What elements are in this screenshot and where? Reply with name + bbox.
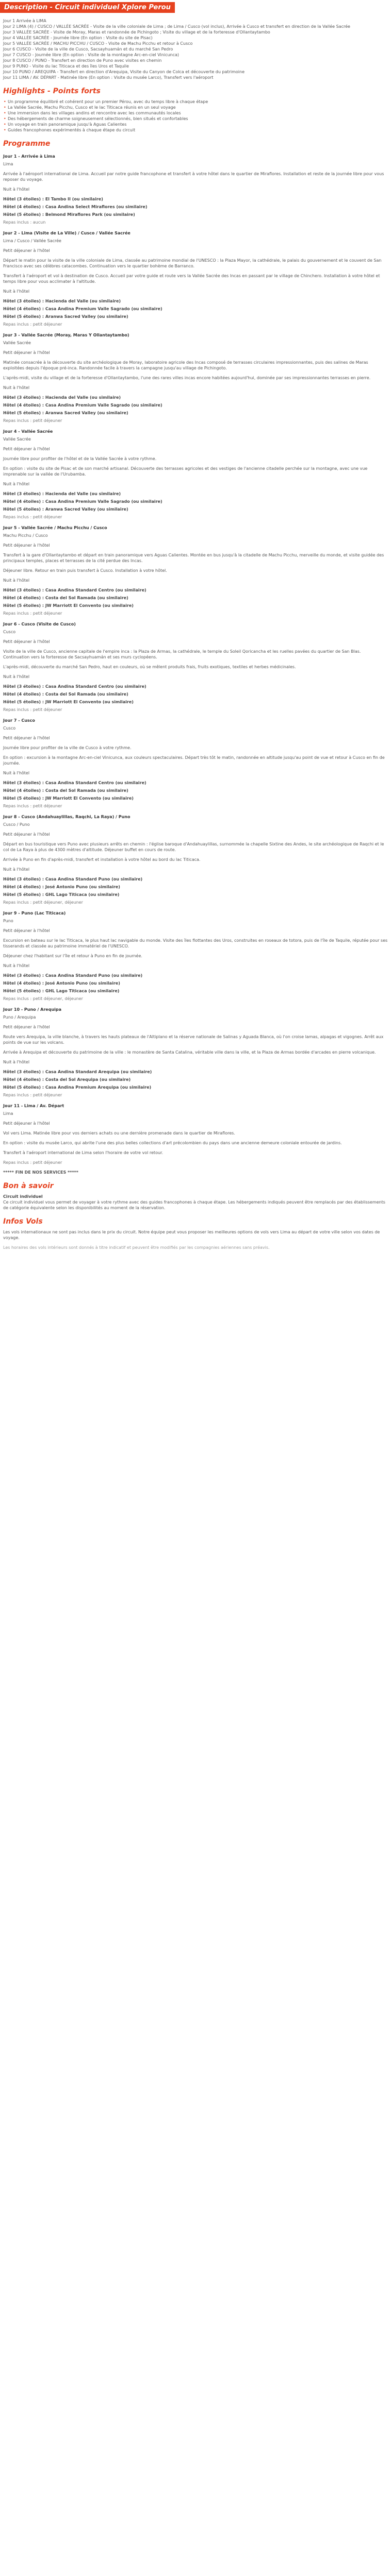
info-vols-text-2: Les horaires des vols intérieurs sont donnés à titre indicatif et peuvent être modifiés par les compagnies aériennes sans préavis. <box>3 1245 270 1250</box>
lodging-line: Hôtel (3 étoiles) : Casa Andina Standard Arequipa (ou similaire) <box>3 1070 152 1074</box>
day-paragraph: Lima <box>3 162 13 166</box>
lodging-line: Hôtel (5 étoiles) : Casa Andina Premium Arequipa (ou similaire) <box>3 1085 152 1090</box>
day-block <box>3 154 388 225</box>
summary-line: Jour 3 VALLÉE SACRÉE - Visite de Moray, Maras et randonnée de Pichingoto ; Visite du village et de la forteresse d'Ollantaytambo <box>3 30 270 35</box>
highlight-item: • Un voyage en train panoramique jusqu'à Aguas Calientes <box>3 122 388 127</box>
lodging-line: Hôtel (5 étoiles) : GHL Lago Titicaca (ou similaire) <box>3 892 120 897</box>
highlights-title: Highlights - Points forts <box>3 87 101 95</box>
content <box>0 18 391 1250</box>
day-title: Jour 3 - Vallée Sacrée (Moray, Maras Y Ollantaytambo) <box>3 333 129 337</box>
day-block <box>3 621 388 713</box>
day-paragraph: Départ le matin pour la visite de la ville coloniale de Lima, classée au patrimoine mondial de l'UNESCO : la Plaza Mayor, la cathédrale, le palais du gouvernement et le couvent de San Francisco avec ses célèbres catacombes. Continuation vers le quartier bohème de Barranco. <box>3 258 382 268</box>
highlight-item: • Des hébergements de charme soigneusement sélectionnés, bien situés et confortables <box>3 116 388 122</box>
day-title: Jour 5 - Vallée Sacrée / Machu Picchu / Cusco <box>3 526 107 530</box>
day-paragraph: Petit déjeuner à l'hôtel <box>3 447 50 451</box>
day-paragraph: L'après-midi, découverte du marché San Pedro, haut en couleurs, où se mêlent produits frais, fruits exotiques, textiles et herbes médicinales. <box>3 665 296 669</box>
day-paragraph: Nuit à l'hôtel <box>3 963 30 968</box>
meals-included: Repas inclus : petit déjeuner <box>3 322 62 327</box>
day-paragraph: Vallée Sacrée <box>3 437 31 442</box>
day-title: Jour 7 - Cusco <box>3 718 35 723</box>
lodging-line: Hôtel (3 étoiles) : Hacienda del Valle (ou similaire) <box>3 492 121 496</box>
lodging-line: Hôtel (4 étoiles) : Costa del Sol Ramada (ou similaire) <box>3 692 128 697</box>
info-vols-text-1: Les vols internationaux ne sont pas inclus dans le prix du circuit. Notre équipe peut vous proposer les meilleures options de vols vers Lima au départ de votre ville selon vos dates de voyage. <box>3 1230 380 1240</box>
lodging-line: Hôtel (5 étoiles) : GHL Lago Titicaca (ou similaire) <box>3 989 120 993</box>
banner: Description - Circuit individuel Xplore Perou <box>0 2 175 13</box>
day-title: Jour 6 - Cusco (Visite de Cusco) <box>3 622 76 626</box>
day-paragraph: Nuit à l'hôtel <box>3 187 30 192</box>
programme-title: Programme <box>3 140 51 148</box>
day-title: Jour 4 - Vallée Sacrée <box>3 429 53 434</box>
day-paragraph: Arrivée à Arequipa et découverte du patrimoine de la ville : le monastère de Santa Catalina, véritable ville dans la ville, et la Plaza de Armas bordée d'arcades en pierre volcanique. <box>3 1050 376 1055</box>
day-paragraph: Arrivée à Puno en fin d'après-midi, transfert et installation à votre hôtel au bord du lac Titicaca. <box>3 857 201 862</box>
day-paragraph: Nuit à l'hôtel <box>3 482 30 486</box>
day-paragraph: Petit déjeuner à l'hôtel <box>3 248 50 253</box>
lodging-line: Hôtel (5 étoiles) : JW Marriott El Convento (ou similaire) <box>3 700 134 704</box>
day-paragraph: Nuit à l'hôtel <box>3 867 30 872</box>
meals-included: Repas inclus : petit déjeuner, déjeuner <box>3 900 83 905</box>
day-paragraph: Cusco <box>3 630 16 634</box>
day-paragraph: Petit déjeuner à l'hôtel <box>3 832 50 837</box>
meals-included: Repas inclus : petit déjeuner, déjeuner <box>3 996 83 1001</box>
bon-a-savoir-label: Circuit individuel <box>3 1194 43 1199</box>
lodging-line: Hôtel (4 étoiles) : Costa del Sol Arequipa (ou similaire) <box>3 1077 131 1082</box>
day-paragraph: Petit déjeuner à l'hôtel <box>3 350 50 355</box>
day-paragraph: Journée libre pour profiter de la ville de Cusco à votre rythme. <box>3 745 132 750</box>
meals-included: Repas inclus : petit déjeuner <box>3 1160 62 1165</box>
day-paragraph: Vallée Sacrée <box>3 341 31 345</box>
lodging-line: Hôtel (5 étoiles) : JW Marriott El Convento (ou similaire) <box>3 796 134 801</box>
day-paragraph: Nuit à l'hôtel <box>3 1060 30 1064</box>
day-paragraph: Déjeuner chez l'habitant sur l'île et retour à Puno en fin de journée. <box>3 954 142 958</box>
day-paragraph: Excursion en bateau sur le lac Titicaca, le plus haut lac navigable du monde. Visite des îles flottantes des Uros, construites en roseaux de totora, puis de l'île de Taquile, réputée pour ses tisserands et classée au patrimoine immatériel de l'UNESCO. <box>3 938 388 948</box>
lodging-line: Hôtel (5 étoiles) : JW Marriott El Convento (ou similaire) <box>3 603 134 608</box>
day-paragraph: Départ en bus touristique vers Puno avec plusieurs arrêts en chemin : l'église baroque d'Andahuaylillas, surnommée la chapelle Sixtine des Andes, le site archéologique de Raqchi et le col de La Raya à plus de 4300 mètres d'altitude. Déjeuner buffet en cours de route. <box>3 842 384 852</box>
lodging-line: Hôtel (5 étoiles) : Aranwa Sacred Valley (ou similaire) <box>3 314 128 319</box>
day-paragraph: Vol vers Lima. Matinée libre pour vos derniers achats ou une dernière promenade dans le quartier de Miraflores. <box>3 1131 235 1136</box>
day-paragraph: Visite de la ville de Cusco, ancienne capitale de l'empire inca : la Plaza de Armas, la cathédrale, le temple du Soleil Qoricancha et les ruelles pavées du quartier de San Blas. Continuation vers la forteresse de Sacsayhuamán et ses murs cyclopéens. <box>3 649 361 659</box>
lodging-line: Hôtel (3 étoiles) : Casa Andina Standard Centro (ou similaire) <box>3 781 146 785</box>
day-paragraph: Cusco <box>3 726 16 731</box>
day-paragraph: En option : visite du musée Larco, qui abrite l'une des plus belles collections d'art précolombien du pays dans une ancienne demeure coloniale entourée de jardins. <box>3 1141 342 1145</box>
summary-line: Jour 10 PUNO / AREQUIPA - Transfert en direction d'Arequipa, Visite du Canyon de Colca et découverte du patrimoine <box>3 70 245 74</box>
lodging-line: Hôtel (3 étoiles) : El Tambo II (ou similaire) <box>3 197 103 201</box>
programme-days <box>3 154 388 1165</box>
day-block <box>3 910 388 1002</box>
day-paragraph: En option : visite du site de Pisac et de son marché artisanal. Découverte des terrasses agricoles et des vestiges de l'ancienne citadelle perchée sur la montagne, avec une vue imprenable sur la vallée de l'Urubamba. <box>3 466 368 477</box>
day-paragraph: Petit déjeuner à l'hôtel <box>3 1025 50 1029</box>
meals-included: Repas inclus : petit déjeuner <box>3 804 62 808</box>
day-paragraph: Lima / Cusco / Vallée Sacrée <box>3 239 61 243</box>
day-paragraph: Machu Picchu / Cusco <box>3 533 48 538</box>
day-title: Jour 11 - Lima / Av. Départ <box>3 1104 64 1108</box>
day-paragraph: Puno / Arequipa <box>3 1015 36 1020</box>
highlight-item: • La Vallée Sacrée, Machu Picchu, Cusco et le lac Titicaca réunis en un seul voyage <box>3 105 388 110</box>
day-paragraph: Petit déjeuner à l'hôtel <box>3 928 50 933</box>
highlight-item: • Une immersion dans les villages andins et rencontre avec les communautés locales <box>3 110 388 116</box>
lodging-line: Hôtel (4 étoiles) : José Antonio Puno (ou similaire) <box>3 981 120 986</box>
day-block <box>3 814 388 905</box>
day-block <box>3 429 388 520</box>
summary-line: Jour 4 VALLÉE SACRÉE - Journée libre (En option : Visite du site de Pisac) <box>3 36 153 40</box>
day-paragraph: Nuit à l'hôtel <box>3 385 30 390</box>
lodging-line: Hôtel (5 étoiles) : Aranwa Sacred Valley (ou similaire) <box>3 411 128 415</box>
highlight-item: • Un programme équilibré et cohérent pour un premier Pérou, avec du temps libre à chaque étape <box>3 99 388 105</box>
page <box>0 0 391 1267</box>
meals-included: Repas inclus : petit déjeuner <box>3 611 62 616</box>
summary-line: Jour 2 LIMA (4) / CUSCO / VALLÉE SACRÉE - Visite de la ville coloniale de Lima ; de Lima / Cusco (vol inclus), Arrivée à Cusco et transfert en direction de la Vallée Sacrée <box>3 24 350 29</box>
lodging-line: Hôtel (4 étoiles) : Costa del Sol Ramada (ou similaire) <box>3 596 128 600</box>
lodging-line: Hôtel (3 étoiles) : Casa Andina Standard Centro (ou similaire) <box>3 684 146 689</box>
lodging-line: Hôtel (4 étoiles) : Casa Andina Premium Valle Sagrado (ou similaire) <box>3 499 162 504</box>
day-paragraph: Déjeuner libre. Retour en train puis transfert à Cusco. Installation à votre hôtel. <box>3 568 167 573</box>
meals-included: Repas inclus : petit déjeuner <box>3 515 62 519</box>
meals-included: Repas inclus : aucun <box>3 220 46 225</box>
day-title: Jour 8 - Cusco (Andahuaylillas, Raqchi, La Raya) / Puno <box>3 815 131 819</box>
day-paragraph: Route vers Arequipa, la ville blanche, à travers les hauts plateaux de l'Altiplano et la réserve nationale de Salinas y Aguada Blanca, où l'on croise lamas, alpagas et vigognes. Arrêt aux points de vue sur les volcans. <box>3 1035 384 1045</box>
lodging-line: Hôtel (3 étoiles) : Casa Andina Standard Puno (ou similaire) <box>3 973 143 978</box>
intro-summary <box>3 18 388 80</box>
day-paragraph: Transfert à l'aéroport et vol à destination de Cusco. Accueil par votre guide et route vers la Vallée Sacrée des Incas en passant par le village de Chinchero. Installation à votre hôtel et temps libre pour vous acclimater à l'altitude. <box>3 274 380 284</box>
bon-a-savoir-title: Bon à savoir <box>3 1182 54 1190</box>
day-paragraph: Nuit à l'hôtel <box>3 771 30 775</box>
day-title: Jour 2 - Lima (Visite de La Ville) / Cusco / Vallée Sacrée <box>3 231 131 235</box>
day-block <box>3 230 388 327</box>
day-paragraph: En option : excursion à la montagne Arc-en-ciel Vinicunca, aux couleurs spectaculaires. Départ très tôt le matin, randonnée en altitude jusqu'au point de vue et retour à Cusco en fin de journée. <box>3 755 385 766</box>
lodging-line: Hôtel (3 étoiles) : Hacienda del Valle (ou similaire) <box>3 299 121 303</box>
summary-line: Jour 11 LIMA / AV. DÉPART - Matinée libre (En option : Visite du musée Larco), Transfert vers l'aéroport <box>3 75 214 80</box>
summary-line: Jour 9 PUNO - Visite du lac Titicaca et des îles Uros et Taquile <box>3 64 129 69</box>
day-title: Jour 10 - Puno / Arequipa <box>3 1007 62 1012</box>
end-marker: ***** FIN DE NOS SERVICES ***** <box>3 1170 78 1175</box>
day-paragraph: Petit déjeuner à l'hôtel <box>3 543 50 548</box>
day-paragraph: Nuit à l'hôtel <box>3 289 30 294</box>
day-block <box>3 718 388 809</box>
day-block <box>3 1007 388 1098</box>
day-paragraph: Transfert à la gare d'Ollantaytambo et départ en train panoramique vers Aguas Calientes. Montée en bus jusqu'à la citadelle de Machu Picchu, merveille du monde, et visite guidée des principaux temples, places et terrasses de la cité perdue des Incas. <box>3 553 384 563</box>
day-paragraph: Petit déjeuner à l'hôtel <box>3 639 50 644</box>
day-paragraph: Cusco / Puno <box>3 822 30 827</box>
summary-line: Jour 6 CUSCO - Visite de la ville de Cusco, Sacsayhuamán et du marché San Pedro <box>3 47 173 52</box>
highlights-list <box>3 99 388 133</box>
lodging-line: Hôtel (5 étoiles) : Belmond Miraflores Park (ou similaire) <box>3 212 135 217</box>
day-paragraph: L'après-midi, visite du village et de la forteresse d'Ollantaytambo, l'une des rares villes incas encore habitées aujourd'hui, dominée par ses impressionnantes terrasses en pierre. <box>3 376 371 380</box>
summary-line: Jour 7 CUSCO - Journée libre (En option : Visite de la montagne Arc-en-ciel Vinicunca) <box>3 53 180 57</box>
lodging-line: Hôtel (4 étoiles) : José Antonio Puno (ou similaire) <box>3 885 120 889</box>
summary-line: Jour 8 CUSCO / PUNO - Transfert en direction de Puno avec visites en chemin <box>3 58 162 63</box>
lodging-line: Hôtel (4 étoiles) : Casa Andina Premium Valle Sagrado (ou similaire) <box>3 307 162 311</box>
day-title: Jour 1 - Arrivée à Lima <box>3 154 55 159</box>
summary-line: Jour 5 VALLÉE SACRÉE / MACHU PICCHU / CUSCO - Visite de Machu Picchu et retour à Cusco <box>3 41 193 46</box>
info-vols-title: Infos Vols <box>3 1217 43 1226</box>
lodging-line: Hôtel (3 étoiles) : Hacienda del Valle (ou similaire) <box>3 395 121 400</box>
lodging-line: Hôtel (3 étoiles) : Casa Andina Standard Centro (ou similaire) <box>3 588 146 592</box>
lodging-line: Hôtel (4 étoiles) : Casa Andina Select Miraflores (ou similaire) <box>3 205 148 209</box>
day-paragraph: Lima <box>3 1111 13 1116</box>
day-paragraph: Nuit à l'hôtel <box>3 578 30 583</box>
day-title: Jour 9 - Puno (Lac Titicaca) <box>3 911 66 916</box>
lodging-line: Hôtel (4 étoiles) : Casa Andina Premium Valle Sagrado (ou similaire) <box>3 403 162 408</box>
day-block <box>3 1103 388 1165</box>
day-paragraph: Petit déjeuner à l'hôtel <box>3 1121 50 1126</box>
day-block <box>3 525 388 616</box>
highlight-item: • Guides francophones expérimentés à chaque étape du circuit <box>3 127 388 133</box>
lodging-line: Hôtel (3 étoiles) : Casa Andina Standard Puno (ou similaire) <box>3 877 143 882</box>
day-paragraph: Puno <box>3 919 13 923</box>
day-paragraph: Nuit à l'hôtel <box>3 674 30 679</box>
meals-included: Repas inclus : petit déjeuner <box>3 1093 62 1097</box>
lodging-line: Hôtel (4 étoiles) : Costa del Sol Ramada (ou similaire) <box>3 788 128 793</box>
summary-line: Jour 1 Arrivée à LIMA <box>3 19 46 23</box>
day-paragraph: Journée libre pour profiter de l'hôtel et de la Vallée Sacrée à votre rythme. <box>3 456 157 461</box>
day-paragraph: Arrivée à l'aéroport international de Lima. Accueil par notre guide francophone et transfert à votre hôtel dans le quartier de Miraflores. Installation et reste de la journée libre pour vous reposer du voyage. <box>3 172 384 182</box>
day-paragraph: Matinée consacrée à la découverte du site archéologique de Moray, laboratoire agricole des Incas composé de terrasses circulaires impressionnantes, puis des salines de Maras exploitées depuis l'époque pré-inca. Randonnée facile à travers la campagne jusqu'au village de Pichingoto. <box>3 360 368 370</box>
day-block <box>3 332 388 423</box>
day-paragraph: Petit déjeuner à l'hôtel <box>3 736 50 740</box>
meals-included: Repas inclus : petit déjeuner <box>3 707 62 712</box>
bon-a-savoir-text: Ce circuit individuel vous permet de voyager à votre rythme avec des guides francophones à chaque étape. Les hébergements indiqués peuvent être remplacés par des établissements de catégorie équivalente selon les disponibilités au moment de la réservation. <box>3 1200 385 1210</box>
lodging-line: Hôtel (5 étoiles) : Aranwa Sacred Valley (ou similaire) <box>3 507 128 512</box>
day-paragraph: Transfert à l'aéroport international de Lima selon l'horaire de votre vol retour. <box>3 1150 164 1155</box>
meals-included: Repas inclus : petit déjeuner <box>3 418 62 423</box>
